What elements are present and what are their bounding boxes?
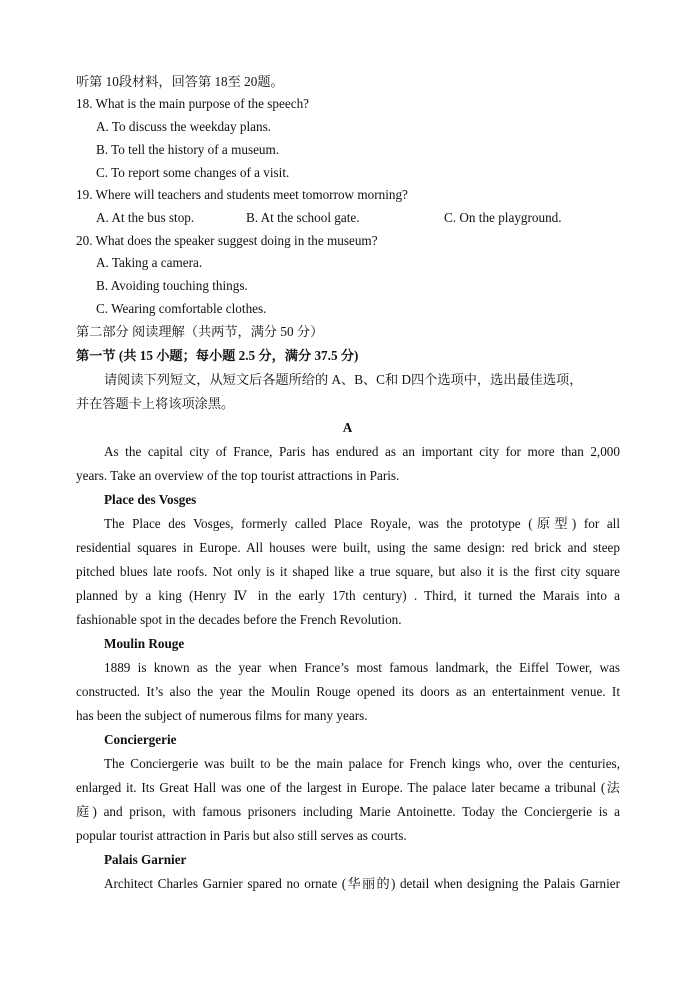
instruction-line-2: 并在答题卡上将该项涂黑。 <box>76 396 235 411</box>
paragraph-line: 1889 is known as the year when France’s most famous landmark, the Eiffel Tower, was <box>104 660 620 675</box>
paragraph-line: Architect Charles Garnier spared no ornate (华丽的) detail when designing the Palais Garnier <box>104 876 620 891</box>
paragraph-line: fashionable spot in the decades before the French Revolution. <box>76 612 402 627</box>
section-title-palais-garnier: Palais Garnier <box>104 852 187 867</box>
section-title-place-des-vosges: Place des Vosges <box>104 492 197 507</box>
instruction-line-1: 请阅读下列短文，从短文后各题所给的 A、B、C和 D四个选项中，选出最佳选项， <box>104 372 583 387</box>
question-19-option-a: A. At the bus stop. <box>96 210 195 225</box>
question-19-option-b: B. At the school gate. <box>246 210 360 225</box>
question-18-stem: 18. What is the main purpose of the speech? <box>76 96 310 111</box>
question-20-stem: 20. What does the speaker suggest doing in the museum? <box>76 233 378 248</box>
paragraph-line: has been the subject of numerous films for many years. <box>76 708 368 723</box>
question-18-option-a: A. To discuss the weekday plans. <box>96 119 272 134</box>
paragraph-line: pitched blues late roofs. Not only is it shaped like a true square, but also it is the first city square <box>76 564 620 579</box>
paragraph-line: residential squares in Europe. All houses were built, using the same design: red brick and steep <box>76 540 620 555</box>
paragraph-line: The Place des Vosges, formerly called Place Royale, was the prototype (原型) for all <box>104 516 620 531</box>
paragraph-line: The Conciergerie was built to be the main palace for French kings who, over the centuries, <box>104 756 620 771</box>
passage-intro-line-2: years. Take an overview of the top tourist attractions in Paris. <box>76 468 400 483</box>
passage-label: A <box>342 420 353 435</box>
part-two-title: 第二部分 阅读理解（共两节，满分 50 分） <box>76 324 324 339</box>
listening-intro: 听第 10段材料，回答第 18至 20题。 <box>76 74 284 89</box>
paragraph-line: enlarged it. Its Great Hall was one of the largest in Europe. The palace later became a tribunal (法 <box>76 780 620 795</box>
question-20-option-c: C. Wearing comfortable clothes. <box>96 301 267 316</box>
passage-intro-line-1: As the capital city of France, Paris has endured as an important city for more than 2,000 <box>104 444 620 459</box>
paragraph-line: planned by a king (Henry Ⅳ in the early 17th century) . Third, it turned the Marais into a <box>76 588 620 603</box>
paragraph-line: constructed. It’s also the year the Moulin Rouge opened its doors as an entertainment venue. It <box>76 684 620 699</box>
question-20-option-b: B. Avoiding touching things. <box>96 278 248 293</box>
question-18-option-b: B. To tell the history of a museum. <box>96 142 280 157</box>
question-19-stem: 19. Where will teachers and students meet tomorrow morning? <box>76 187 408 202</box>
paragraph-line: 庭) and prison, with famous prisoners including Marie Antoinette. Today the Conciergerie is a <box>76 804 620 819</box>
paragraph-line: popular tourist attraction in Paris but also still serves as courts. <box>76 828 407 843</box>
question-18-option-c: C. To report some changes of a visit. <box>96 165 290 180</box>
section-title-conciergerie: Conciergerie <box>104 732 177 747</box>
section-one-title: 第一节 (共 15 小题；每小题 2.5 分，满分 37.5 分) <box>76 348 359 363</box>
question-20-option-a: A. Taking a camera. <box>96 255 203 270</box>
section-title-moulin-rouge: Moulin Rouge <box>104 636 185 651</box>
question-19-option-c: C. On the playground. <box>444 210 562 225</box>
